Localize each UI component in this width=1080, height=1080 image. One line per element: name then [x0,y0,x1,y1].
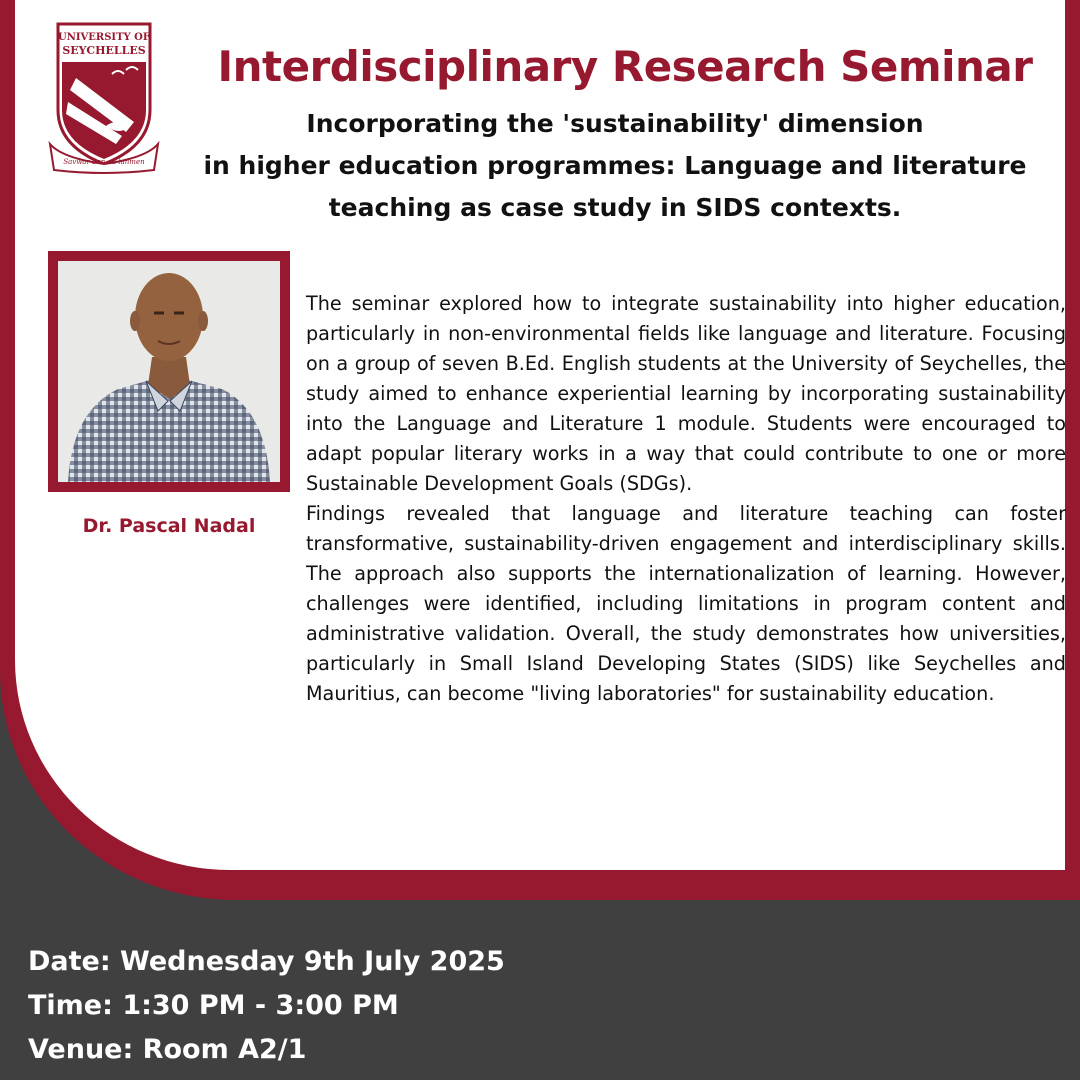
svg-text:Savwar dan ou lanmen: Savwar dan ou lanmen [63,158,145,166]
seminar-subtitle [175,103,1055,229]
event-date: Date: Wednesday 9th July 2025 [28,946,505,977]
subtitle-line: Incorporating the 'sustainability' dimension [306,109,924,138]
speaker-photo-frame [48,251,290,492]
abstract-paragraph: Findings revealed that language and literature teaching can foster transformative, sustainability-driven engagement and interdisciplinary skills. The approach also supports the internationalization of learning. However, challenges were identified, including limitations in program content and administrative validation. Overall, the study demonstrates how universities, particularly in Small Island Developing States (SIDS) like Seychelles and Mauritius, can become "living laboratories" for sustainability education. [306,502,1066,705]
subtitle-line: teaching as case study in SIDS contexts. [328,193,902,222]
abstract-paragraph: The seminar explored how to integrate sustainability into higher education, particularly in non-environmental fields like language and literature. Focusing on a group of seven B.Ed. English students at the University of Seychelles, the study aimed to enhance experiential learning by incorporating sustainability into the Language and Literature 1 module. Students were encouraged to adapt popular literary works in a way that could contribute to one or more Sustainable Development Goals (SDGs). [306,292,1066,495]
event-venue: Venue: Room A2/1 [28,1034,307,1065]
svg-text:UNIVERSITY OF: UNIVERSITY OF [57,32,151,43]
page-title: Interdisciplinary Research Seminar [217,42,1033,91]
speaker-photo [58,261,280,482]
event-details [28,940,505,1072]
seminar-abstract [306,289,1066,709]
university-logo [46,18,162,176]
subtitle-line: in higher education programmes: Language and literature [203,151,1027,180]
svg-text:SEYCHELLES: SEYCHELLES [62,44,146,57]
speaker-name: Dr. Pascal Nadal [82,515,256,537]
event-time: Time: 1:30 PM - 3:00 PM [28,990,399,1021]
